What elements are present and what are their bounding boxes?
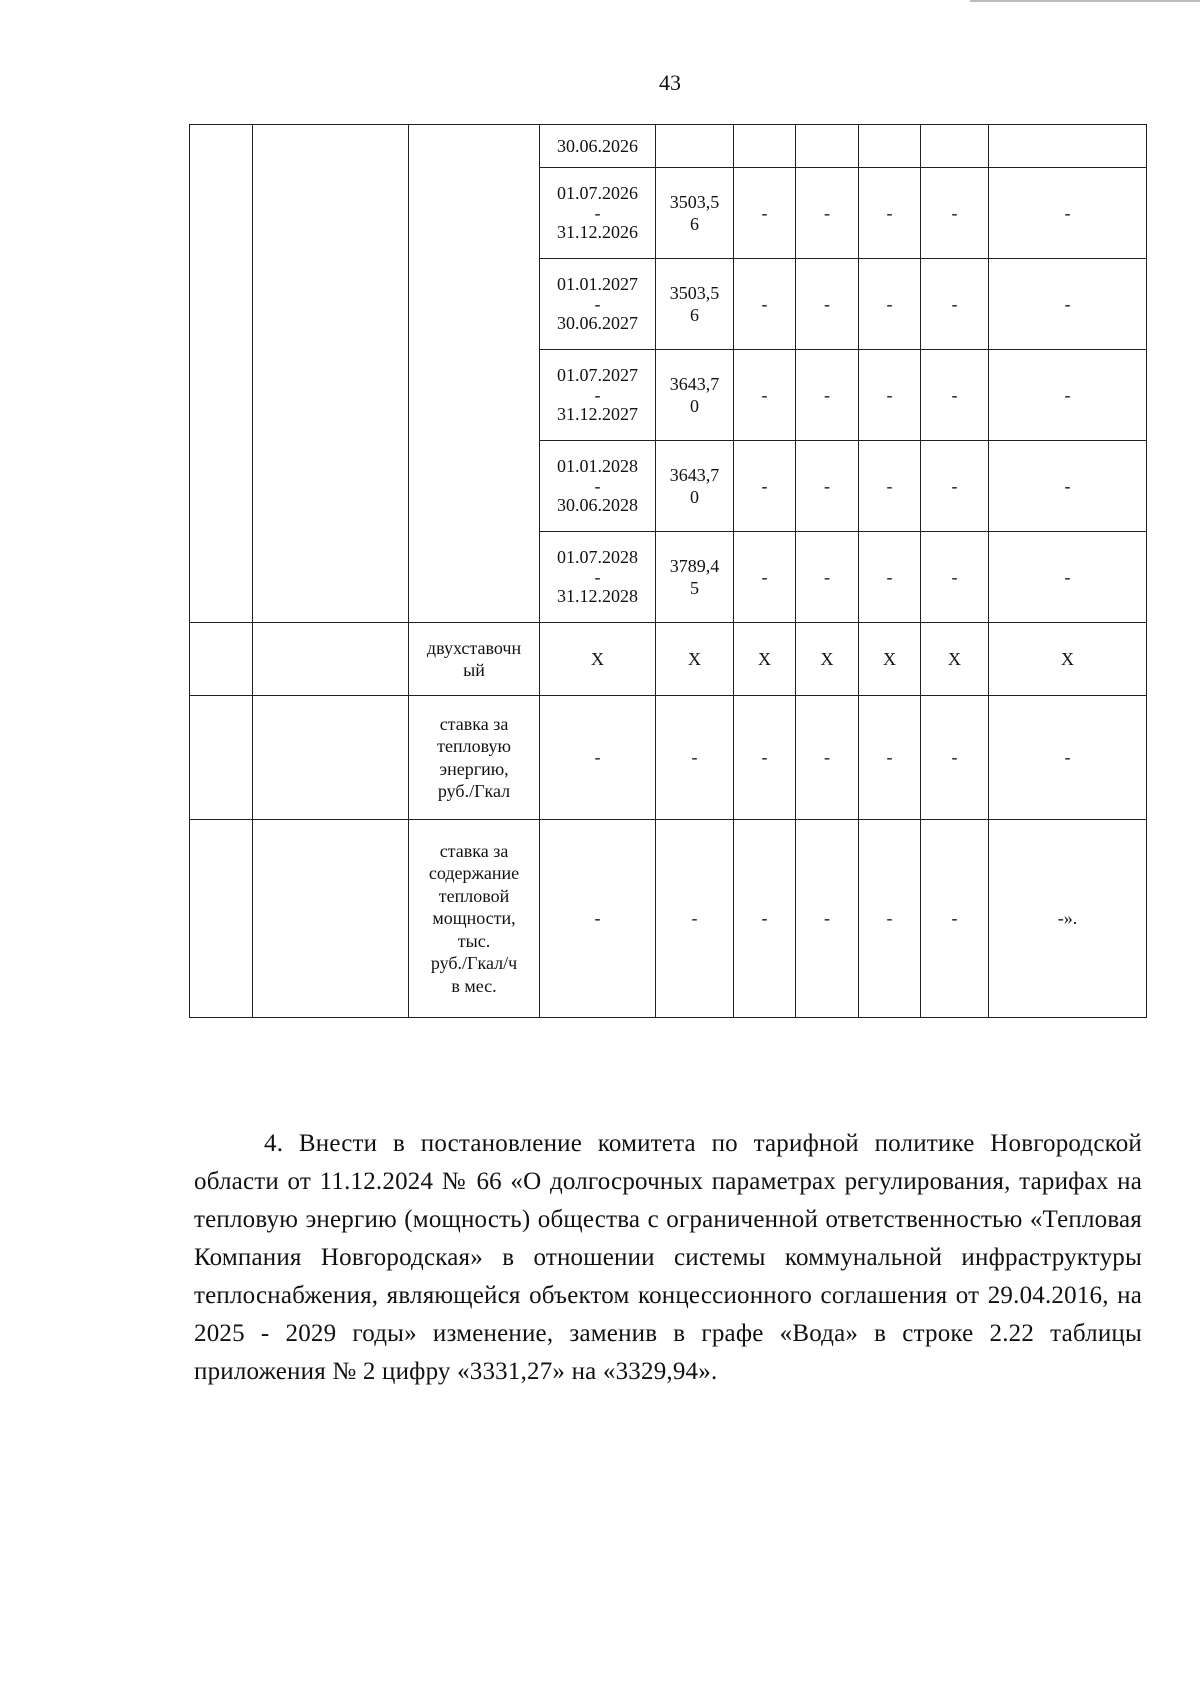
empty-cell [190, 696, 253, 820]
period-cell: 30.06.2026 [540, 125, 656, 168]
empty-cell [190, 623, 253, 696]
tariff-table-body [190, 125, 1147, 1018]
dash-cell: - [921, 259, 989, 350]
energy-rate-value-cell: - [734, 696, 796, 820]
dash-cell: - [796, 532, 859, 623]
empty-cell [989, 125, 1147, 168]
dash-cell: - [859, 168, 921, 259]
dash-cell: - [989, 350, 1147, 441]
energy-rate-value-cell: - [859, 696, 921, 820]
period-cell [540, 168, 656, 259]
dash-cell: - [921, 532, 989, 623]
two-rate-value-cell: X [540, 623, 656, 696]
capacity-rate-value-cell: - [921, 820, 989, 1018]
tariff-value-cell: 3789,4 5 [656, 532, 734, 623]
energy-rate-value-cell: - [656, 696, 734, 820]
dash-cell: - [989, 532, 1147, 623]
empty-cell [734, 125, 796, 168]
dash-cell: - [796, 259, 859, 350]
table-row [190, 125, 1147, 168]
capacity-rate-value-cell: - [859, 820, 921, 1018]
dash-cell: - [921, 168, 989, 259]
dash-cell: - [734, 168, 796, 259]
period-separator: - [594, 202, 601, 223]
capacity-rate-value-cell: - [796, 820, 859, 1018]
period-from: 01.07.2026 [557, 183, 638, 204]
empty-cell [253, 125, 409, 623]
energy-rate-value-cell: - [540, 696, 656, 820]
page-number: 43 [659, 70, 681, 95]
period-to: 30.06.2028 [557, 495, 638, 516]
dash-cell: - [796, 168, 859, 259]
empty-cell [253, 696, 409, 820]
tariff-value-cell: 3643,7 0 [656, 350, 734, 441]
dash-cell: - [734, 441, 796, 532]
tariff-value-cell: 3643,7 0 [656, 441, 734, 532]
dash-cell: - [859, 350, 921, 441]
period-cell [540, 532, 656, 623]
dash-cell: - [734, 532, 796, 623]
empty-cell [190, 820, 253, 1018]
empty-cell [859, 125, 921, 168]
dash-cell: - [859, 259, 921, 350]
dash-cell: - [921, 350, 989, 441]
period-from: 01.07.2027 [557, 365, 638, 386]
empty-cell [796, 125, 859, 168]
period-cell [540, 259, 656, 350]
empty-cell [921, 125, 989, 168]
empty-cell [190, 125, 253, 623]
two-rate-value-cell: X [921, 623, 989, 696]
two-rate-value-cell: X [796, 623, 859, 696]
empty-cell [656, 125, 734, 168]
period-from: 01.01.2028 [557, 456, 638, 477]
period-from: 01.07.2028 [557, 547, 638, 568]
capacity-rate-value-cell: -». [989, 820, 1147, 1018]
period-to: 31.12.2026 [557, 222, 638, 243]
dash-cell: - [859, 441, 921, 532]
scan-edge-mark [970, 0, 1200, 5]
two-rate-value-cell: X [859, 623, 921, 696]
two-rate-value-cell: X [656, 623, 734, 696]
period-cell [540, 441, 656, 532]
dash-cell: - [734, 259, 796, 350]
dash-cell: - [796, 441, 859, 532]
tariff-value-cell: 3503,5 6 [656, 168, 734, 259]
two-rate-value-cell: X [734, 623, 796, 696]
capacity-rate-label: ставка за содержание тепловой мощности, тыс. руб./Гкал/ч в мес. [409, 820, 540, 1018]
two-rate-label: двухставочн ый [409, 623, 540, 696]
capacity-rate-value-cell: - [734, 820, 796, 1018]
period-to: 31.12.2028 [557, 586, 638, 607]
dash-cell: - [921, 441, 989, 532]
empty-cell [253, 623, 409, 696]
two-rate-value-cell: X [989, 623, 1147, 696]
dash-cell: - [859, 532, 921, 623]
amendment-paragraph: 4. Внести в постановление комитета по тарифной политике Новгородской области от 11.12.2024 № 66 «О долгосрочных параметрах регулирования, тарифах на тепловую энергию (мощность) общества с ограниченной ответственностью «Тепловая Компания Новгородская» в отношении системы коммунальной инфраструктуры теплоснабжения, являющейся объектом концессионного соглашения от 29.04.2016, на 2025 - 2029 годы» изменение, заменив в графе «Вода» в строке 2.22 таблицы приложения № 2 цифру «3331,27» на «3329,94». [194, 1130, 1142, 1385]
dash-cell: - [989, 168, 1147, 259]
period-separator: - [594, 293, 601, 314]
table-row [190, 623, 1147, 696]
dash-cell: - [989, 441, 1147, 532]
period-separator: - [594, 566, 601, 587]
energy-rate-value-cell: - [796, 696, 859, 820]
energy-rate-label: ставка за тепловую энергию, руб./Гкал [409, 696, 540, 820]
table-row [190, 820, 1147, 1018]
dash-cell: - [734, 350, 796, 441]
period-from: 01.01.2027 [557, 274, 638, 295]
dash-cell: - [796, 350, 859, 441]
energy-rate-value-cell: - [989, 696, 1147, 820]
capacity-rate-value-cell: - [656, 820, 734, 1018]
period-separator: - [594, 384, 601, 405]
period-to: 31.12.2027 [557, 404, 638, 425]
period-separator: - [594, 475, 601, 496]
empty-cell [409, 125, 540, 623]
period-to: 30.06.2027 [557, 313, 638, 334]
tariff-table-wrapper [189, 124, 1146, 1018]
table-row [190, 696, 1147, 820]
empty-cell [253, 820, 409, 1018]
tariff-value-cell: 3503,5 6 [656, 259, 734, 350]
tariff-table [189, 124, 1147, 1018]
period-cell [540, 350, 656, 441]
energy-rate-value-cell: - [921, 696, 989, 820]
capacity-rate-value-cell: - [540, 820, 656, 1018]
dash-cell: - [989, 259, 1147, 350]
